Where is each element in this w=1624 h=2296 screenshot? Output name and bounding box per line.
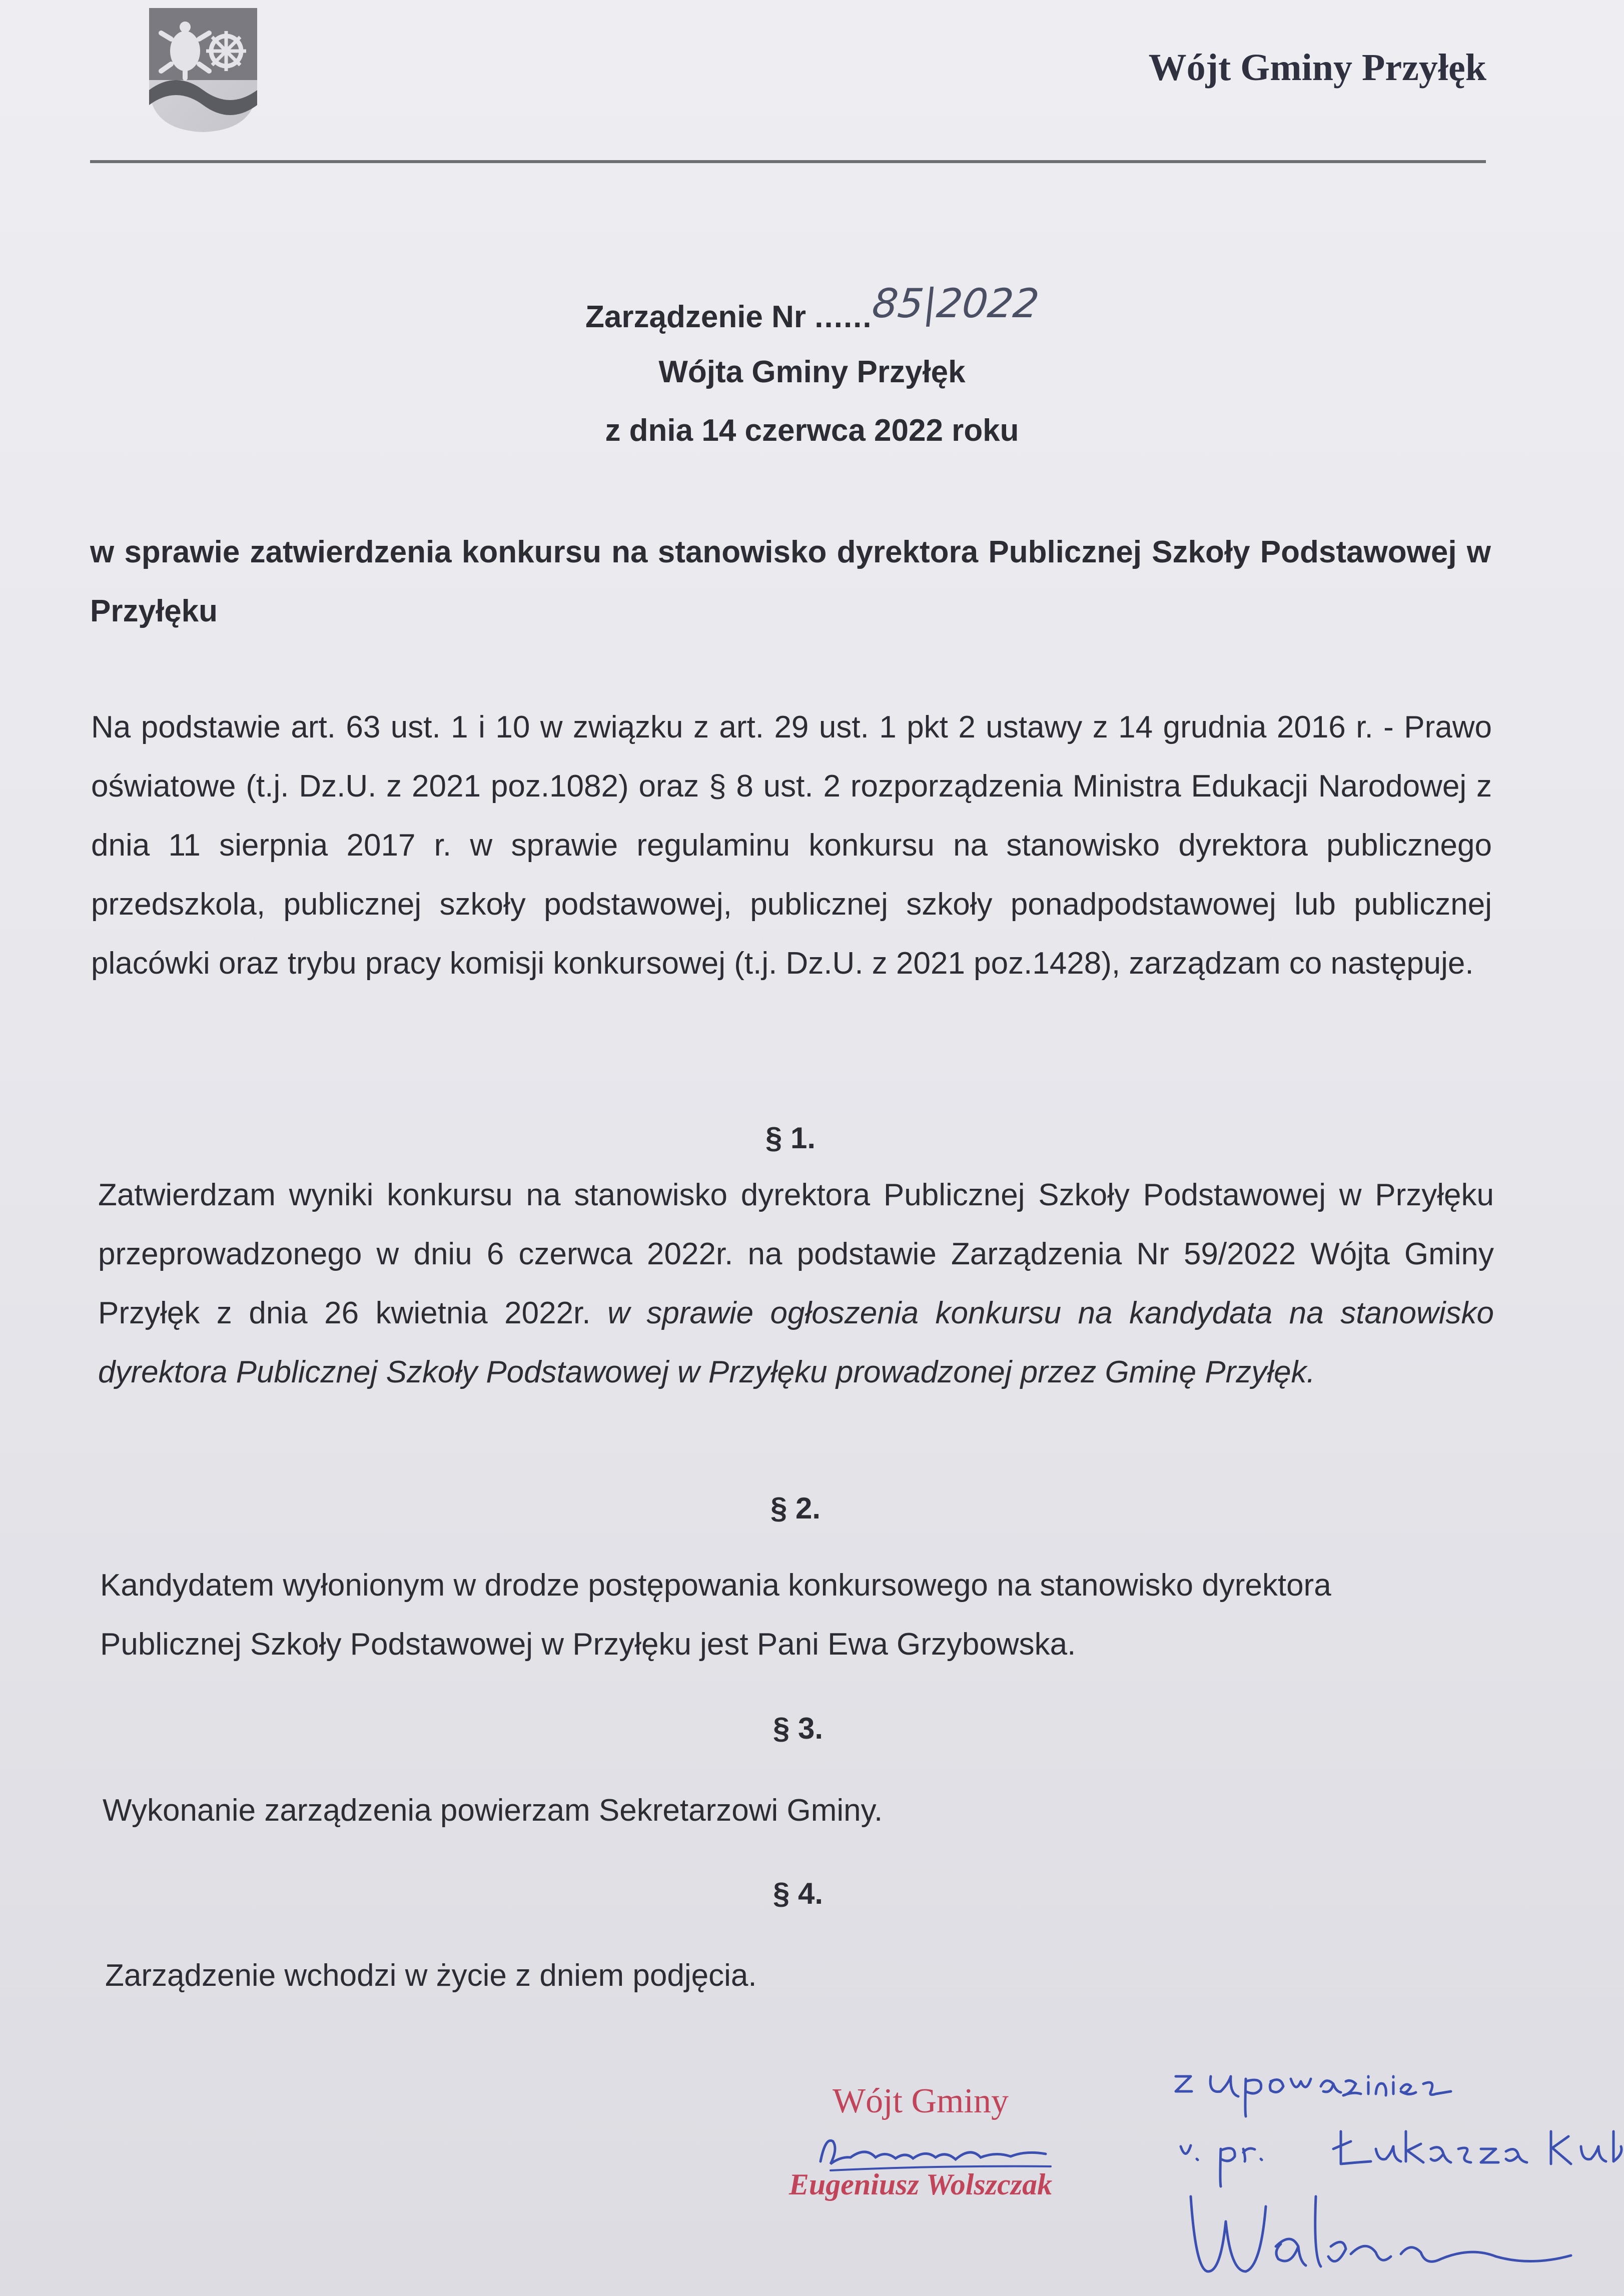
date-line: z dnia 14 czerwca 2022 roku (605, 413, 1019, 448)
section-1-text (98, 1166, 1494, 1402)
section-1-body: Zatwierdzam wyniki konkursu na stanowisko dyrektora Publicznej Szkoły Podstawowej w Przyłęku przeprowadzonego w dniu 6 czerwca 2022r. na podstawie Zarządzenia Nr 59/2022 Wójta Gminy Przyłęk z dnia 26 kwietnia 2022r. (98, 1178, 1494, 1330)
org-header-name: Wójt Gminy Przyłęk (1148, 47, 1486, 89)
section-3-heading: § 3. (772, 1712, 824, 1745)
legal-basis-paragraph: Na podstawie art. 63 ust. 1 i 10 w związku z art. 29 ust. 1 pkt 2 ustawy z 14 grudnia 2016 r. - Prawo oświatowe (t.j. Dz.U. z 2021 poz.1082) oraz § 8 ust. 2 rozporządzenia Ministra Edukacji Narodowej z dnia 11 sierpnia 2017 r. w sprawie regulaminu konkursu na stanowisko dyrektora publicznego przedszkola, publicznej szkoły podstawowej, publicznej szkoły ponadpodstawowej lub publicznej placówki oraz trybu pracy komisji konkursowej (t.j. Dz.U. z 2021 poz.1428), zarządzam co następuje. (91, 710, 1492, 981)
section-1-italic: w sprawie ogłoszenia konkursu na kandydata na stanowisko dyrektora Publicznej Szkoły Podstawowej w Przyłęku prowadzonej przez Gminę Przyłęk. (98, 1296, 1494, 1389)
section-3-text: Wykonanie zarządzenia powierzam Sekretarzowi Gminy. (103, 1793, 883, 1828)
section-1-heading: § 1. (765, 1121, 816, 1155)
handwritten-authorization-note (1171, 2056, 1624, 2296)
handwritten-signature (810, 2126, 1061, 2176)
section-4-text: Zarządzenie wchodzi w życie z dniem podjęcia. (105, 1958, 757, 1993)
title-dots: ...... (815, 300, 873, 334)
header-divider (90, 160, 1486, 163)
section-2-heading: § 2. (770, 1491, 821, 1525)
stamp-title: Wójt Gminy (833, 2082, 1009, 2120)
section-2-text: Kandydatem wyłonionym w drodze postępowania konkursowego na stanowisko dyrektora Publicznej Szkoły Podstawowej w Przyłęku jest Pani Ewa Grzybowska. (100, 1568, 1331, 1662)
municipality-crest-logo (146, 5, 260, 134)
section-4-heading: § 4. (772, 1877, 824, 1910)
issuer-line: Wójta Gminy Przyłęk (658, 355, 966, 389)
stamp-name: Eugeniusz Wolszczak (788, 2168, 1053, 2201)
handwritten-number: 85|2022 (870, 280, 1041, 327)
title-label: Zarządzenie Nr (585, 300, 806, 334)
document-title (0, 280, 1624, 337)
subject-paragraph: w sprawie zatwierdzenia konkursu na stanowisko dyrektora Publicznej Szkoły Podstawowej w Przyłęku (90, 535, 1491, 628)
